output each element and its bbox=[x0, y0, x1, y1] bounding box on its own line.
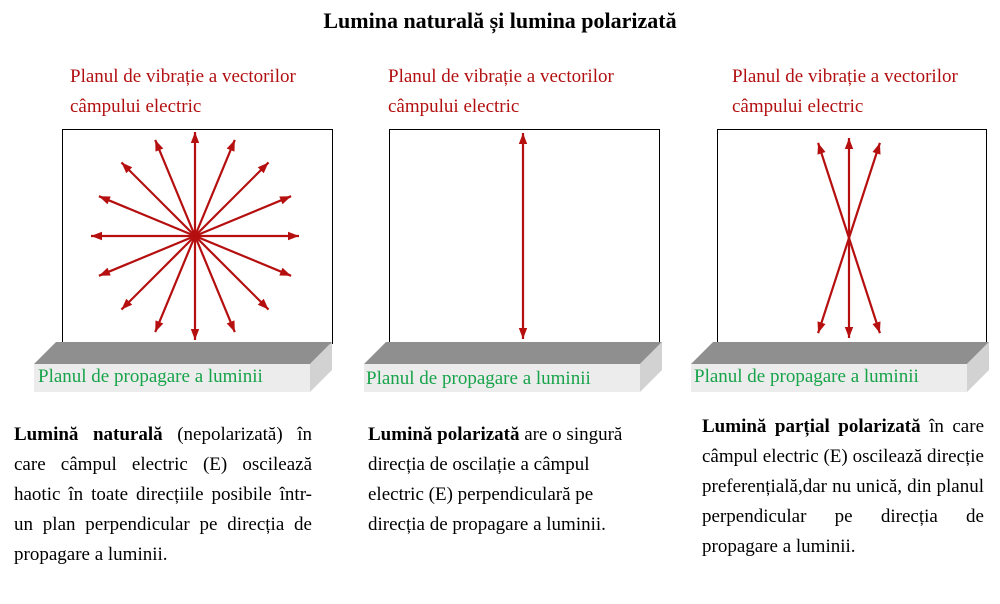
field-vector-arrow bbox=[121, 236, 195, 310]
description-natural bbox=[14, 420, 312, 570]
vector-field-natural bbox=[63, 130, 332, 343]
description-term: Lumină parțial polarizată bbox=[702, 416, 921, 437]
vibration-plane-polarized bbox=[389, 129, 660, 344]
description-term: Lumină polarizată bbox=[368, 424, 520, 445]
vibration-plane-label-polarized bbox=[388, 62, 614, 122]
vibration-plane-label-partial bbox=[732, 62, 958, 122]
propagation-plane-label-partial: Planul de propagare a luminii bbox=[694, 366, 919, 387]
field-vector-arrow bbox=[845, 138, 853, 238]
field-vector-arrow bbox=[519, 236, 527, 339]
description-polarized bbox=[368, 420, 650, 540]
vibration-plane-label-line2: câmpului electric bbox=[388, 96, 520, 117]
propagation-plane-label-natural: Planul de propagare a luminii bbox=[38, 366, 263, 387]
propagation-plane-label-polarized: Planul de propagare a luminii bbox=[366, 368, 591, 389]
field-vector-arrow bbox=[191, 132, 199, 236]
vibration-plane-label-line2: câmpului electric bbox=[732, 96, 864, 117]
diagram-title: Lumina naturală și lumina polarizată bbox=[323, 8, 677, 33]
field-vector-arrow bbox=[818, 143, 849, 238]
field-vector-arrow bbox=[91, 232, 195, 240]
vibration-plane-partial bbox=[717, 129, 987, 344]
vibration-plane-label-natural bbox=[70, 62, 296, 122]
vibration-plane-label-line2: câmpului electric bbox=[70, 96, 202, 117]
field-vector-arrow bbox=[195, 162, 269, 236]
description-partial bbox=[702, 412, 984, 562]
vibration-plane-label-line1: Planul de vibrație a vectorilor bbox=[388, 66, 614, 87]
description-term: Lumină naturală bbox=[14, 424, 163, 445]
vector-field-partial bbox=[718, 130, 986, 343]
field-vector-arrow bbox=[849, 238, 880, 333]
field-vector-arrow bbox=[519, 133, 527, 236]
vibration-plane-natural bbox=[62, 129, 333, 344]
description-text: are o singură direcția de oscilație a câmpul electric (E) perpendiculară pe direcția de propagare a luminii. bbox=[368, 424, 623, 535]
field-vector-arrow bbox=[191, 236, 199, 340]
description-text: în care câmpul electric (E) oscilează direcție preferențială,dar nu unică, din planul perpendicular pe direcția de propagare a luminii. bbox=[702, 416, 984, 557]
description-text: (nepolarizată) în care câmpul electric (E) oscilează haotic în toate direcțiile posibile într-un plan perpendicular pe direcția de propagare a luminii. bbox=[14, 424, 312, 565]
field-vector-arrow bbox=[195, 236, 269, 310]
field-vector-arrow bbox=[121, 162, 195, 236]
field-vector-arrow bbox=[818, 238, 849, 333]
field-vector-arrow bbox=[845, 238, 853, 338]
vector-field-polarized bbox=[390, 130, 659, 343]
field-vector-arrow bbox=[849, 143, 880, 238]
field-vector-arrow bbox=[195, 232, 299, 240]
vibration-plane-label-line1: Planul de vibrație a vectorilor bbox=[70, 66, 296, 87]
vibration-plane-label-line1: Planul de vibrație a vectorilor bbox=[732, 66, 958, 87]
